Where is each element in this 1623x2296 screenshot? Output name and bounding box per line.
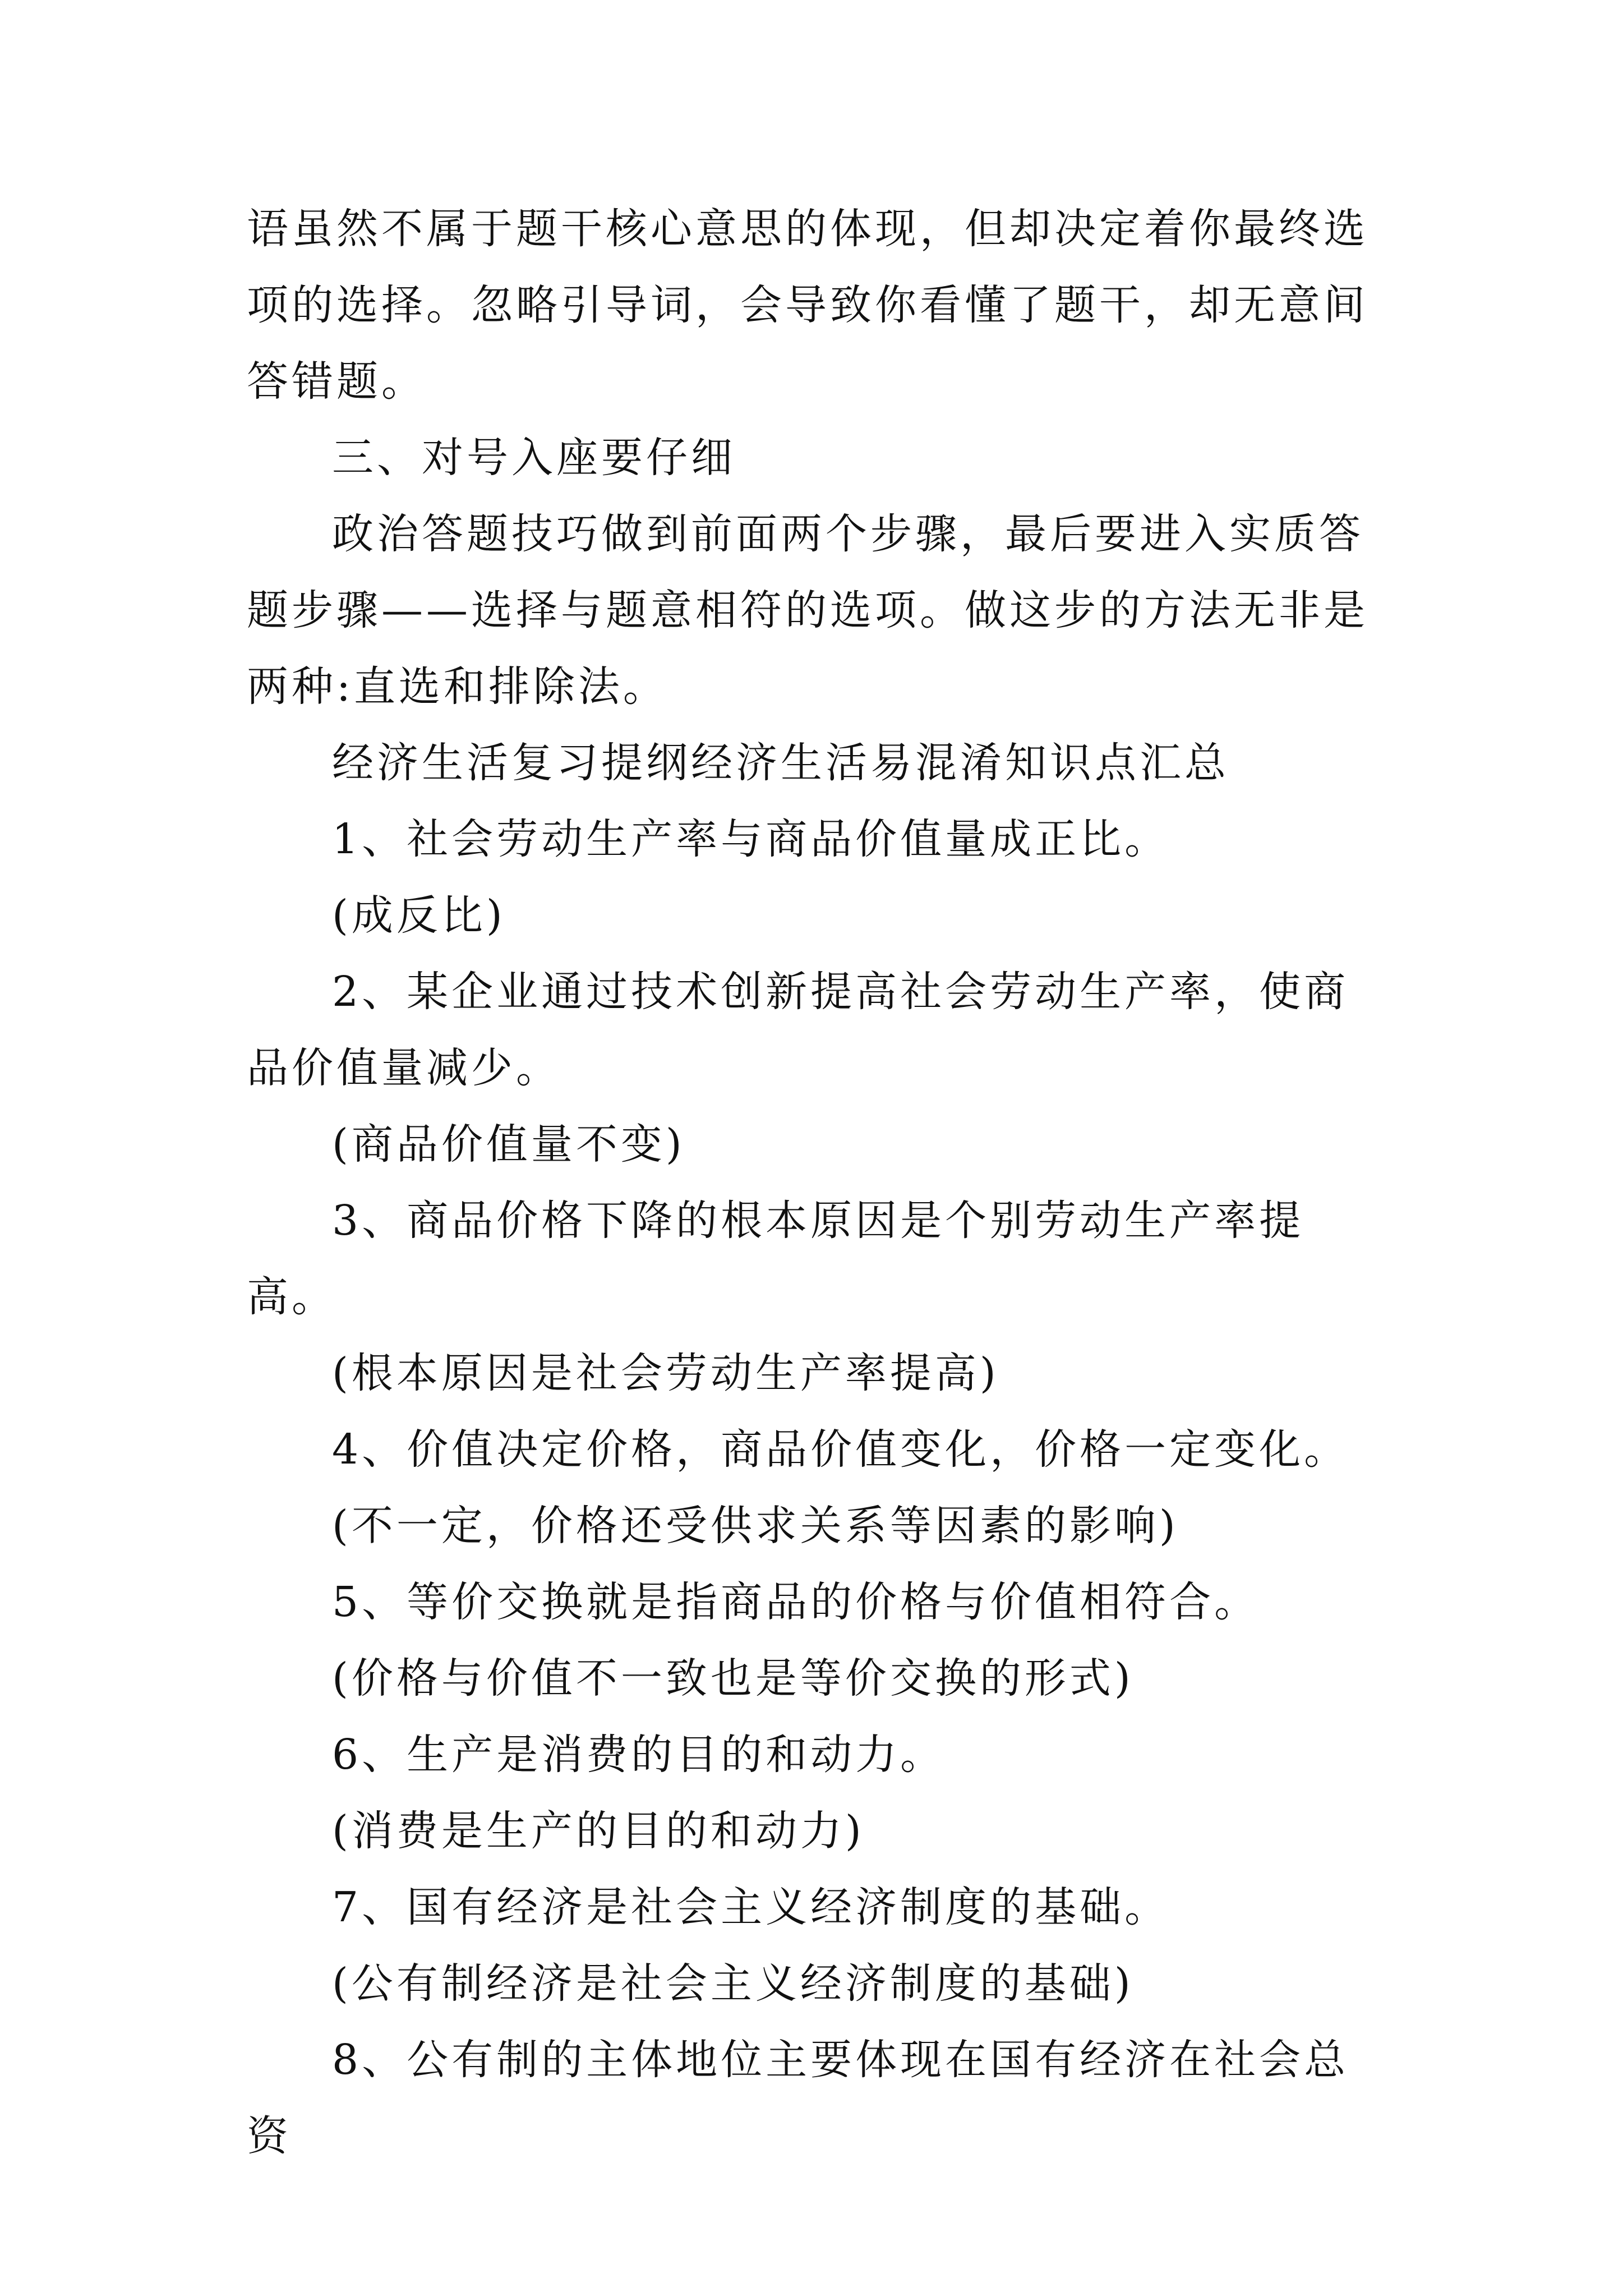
paragraph: 政治答题技巧做到前面两个步骤，最后要进入实质答题步骤——选择与题意相符的选项。做这步的方法无非是两种:直选和排除法。 — [247, 510, 1368, 711]
list-item-correction: (商品价值量不变) — [332, 1120, 685, 1168]
list-item: 2、某企业通过技术创新提高社会劳动生产率，使商品价值量减少。 — [247, 968, 1349, 1092]
list-item: 4、价值决定价格，商品价值变化，价格一定变化。 — [332, 1425, 1349, 1474]
list-item: 3、商品价格下降的根本原因是个别劳动生产率提高。 — [247, 1197, 1304, 1321]
list-item-correction: (消费是生产的目的和动力) — [332, 1807, 865, 1855]
paragraph-continuation: 语虽然不属于题干核心意思的体现，但却决定着你最终选项的选择。忽略引导词，会导致你看懂了题干，却无意间答错题。 — [247, 205, 1368, 406]
list-item-correction: (根本原因是社会劳动生产率提高) — [332, 1349, 999, 1397]
list-item-correction: (不一定，价格还受供求关系等因素的影响) — [332, 1502, 1179, 1550]
list-item: 8、公有制的主体地位主要体现在国有经济在社会总资 — [247, 2036, 1349, 2160]
outline-title: 经济生活复习提纲经济生活易混淆知识点汇总 — [332, 739, 1229, 787]
document-body — [247, 191, 1391, 2174]
list-item: 1、社会劳动生产率与商品价值量成正比。 — [332, 815, 1170, 863]
list-item: 6、生产是消费的目的和动力。 — [332, 1731, 946, 1779]
section-heading: 三、对号入座要仔细 — [332, 434, 736, 482]
list-item-correction: (成反比) — [332, 891, 506, 940]
list-item: 7、国有经济是社会主义经济制度的基础。 — [332, 1883, 1170, 1931]
list-item: 5、等价交换就是指商品的价格与价值相符合。 — [332, 1578, 1260, 1626]
list-item-correction: (公有制经济是社会主义经济制度的基础) — [332, 1959, 1134, 2008]
list-item-correction: (价格与价值不一致也是等价交换的形式) — [332, 1654, 1134, 1703]
